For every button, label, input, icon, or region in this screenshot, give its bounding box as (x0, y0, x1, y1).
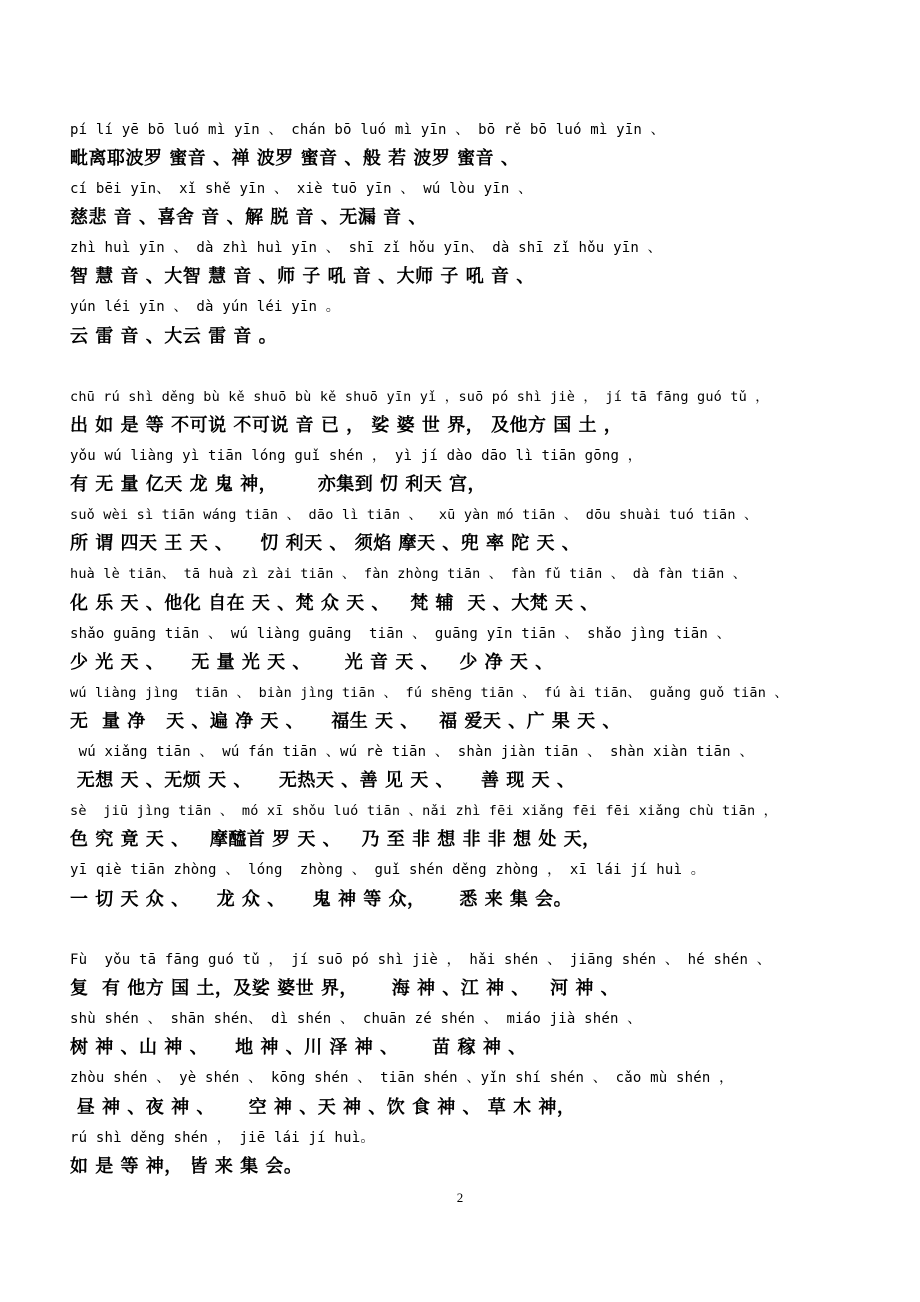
chinese-line: 慈悲 音 、喜舍 音 、解 脱 音 、无漏 音 、 (70, 207, 427, 228)
chinese-line: 有 无 量 亿天 龙 鬼 神， 亦集到 忉 利天 宫， (70, 474, 486, 495)
pinyin-line: cí bēi yīn、 xǐ shě yīn 、 xiè tuō yīn 、 wú lòu yīn 、 (70, 181, 533, 197)
chinese-line: 云 雷 音 、大云 雷 音 。 (70, 326, 278, 347)
chinese-line: 无 量 净 天 、遍 净 天 、 福生 天 、 福 爱天 、广 果 天 、 (70, 711, 621, 732)
chinese-line: 一 切 天 众 、 龙 众 、 鬼 神 等 众， 悉 来 集 会。 (70, 889, 573, 910)
chinese-line: 化 乐 天 、他化 自在 天 、梵 众 天 、 梵 辅 天 、大梵 天 、 (70, 593, 599, 614)
pinyin-line: shǎo guāng tiān 、 wú liàng guāng tiān 、 guāng yīn tiān 、 shǎo jìng tiān 、 (70, 626, 731, 642)
pinyin-line: yún léi yīn 、 dà yún léi yīn 。 (70, 299, 341, 315)
chinese-line: 无想 天 、无烦 天 、 无热天 、善 见 天 、 善 现 天 、 (70, 770, 576, 791)
chinese-line: 少 光 天 、 无 量 光 天 、 光 音 天 、 少 净 天 、 (70, 652, 554, 673)
pinyin-line: yǒu wú liàng yì tiān lóng guǐ shén ， yì jí dào dāo lì tiān gōng ， (70, 448, 643, 464)
chinese-line: 色 究 竟 天 、 摩醯首 罗 天 、 乃 至 非 想 非 非 想 处 天， (70, 829, 601, 850)
pinyin-line: Fù yǒu tā fāng guó tǔ ， jí suō pó shì jiè ， hǎi shén 、 jiāng shén 、 hé shén 、 (70, 952, 771, 968)
pinyin-line: shù shén 、 shān shén、 dì shén 、 chuān zé shén 、 miáo jià shén 、 (70, 1011, 642, 1027)
pinyin-line: pí lí yē bō luó mì yīn 、 chán bō luó mì yīn 、 bō rě bō luó mì yīn 、 (70, 122, 665, 138)
chinese-line: 昼 神 、夜 神 、 空 神 、天 神 、饮 食 神 、 草 木 神， (70, 1097, 576, 1118)
pinyin-line: wú liàng jìng tiān 、 biàn jìng tiān 、 fú shēng tiān 、 fú ài tiān、 guǎng guǒ tiān 、 (70, 685, 789, 701)
chinese-line: 树 神 、山 神 、 地 神 、川 泽 神 、 苗 稼 神 、 (70, 1037, 527, 1058)
chinese-line: 智 慧 音 、大智 慧 音 、师 子 吼 音 、大师 子 吼 音 、 (70, 266, 535, 287)
pinyin-line: wú xiǎng tiān 、 wú fán tiān 、wú rè tiān 、 shàn jiàn tiān 、 shàn xiàn tiān 、 (70, 744, 754, 760)
pinyin-line: suǒ wèi sì tiān wáng tiān 、 dāo lì tiān 、 xū yàn mó tiān 、 dōu shuài tuó tiān 、 (70, 507, 758, 523)
chinese-line: 出 如 是 等 不可说 不可说 音 已 ， 娑 婆 世 界， 及他方 国 土 ， (70, 415, 623, 436)
chinese-line: 毗离耶波罗 蜜音 、禅 波罗 蜜音 、般 若 波罗 蜜音 、 (70, 148, 520, 169)
pinyin-line: rú shì děng shén ， jiē lái jí huì。 (70, 1130, 375, 1146)
chinese-line: 如 是 等 神， 皆 来 集 会。 (70, 1156, 303, 1177)
chinese-line: 所 谓 四天 王 天 、 忉 利天 、 须焰 摩天 、兜 率 陀 天 、 (70, 533, 581, 554)
pinyin-line: sè jiū jìng tiān 、 mó xī shǒu luó tiān 、nǎi zhì fēi xiǎng fēi fēi xiǎng chù tiān ， (70, 803, 778, 819)
pinyin-line: zhòu shén 、 yè shén 、 kōng shén 、 tiān shén 、yǐn shí shén 、 cǎo mù shén ， (70, 1070, 734, 1086)
pinyin-line: huà lè tiān、 tā huà zì zài tiān 、 fàn zhòng tiān 、 fàn fǔ tiān 、 dà fàn tiān 、 (70, 566, 747, 582)
pinyin-line: yī qiè tiān zhòng 、 lóng zhòng 、 guǐ shén děng zhòng ， xī lái jí huì 。 (70, 862, 705, 878)
pinyin-line: chū rú shì děng bù kě shuō bù kě shuō yīn yǐ ，suō pó shì jiè ， jí tā fāng guó tǔ ， (70, 389, 769, 405)
pinyin-line: zhì huì yīn 、 dà zhì huì yīn 、 shī zǐ hǒu yīn、 dà shī zǐ hǒu yīn 、 (70, 240, 662, 256)
page-number: 2 (456, 1190, 464, 1205)
chinese-line: 复 有 他方 国 土，及娑 婆世 界， 海 神 、江 神 、 河 神 、 (70, 978, 620, 999)
